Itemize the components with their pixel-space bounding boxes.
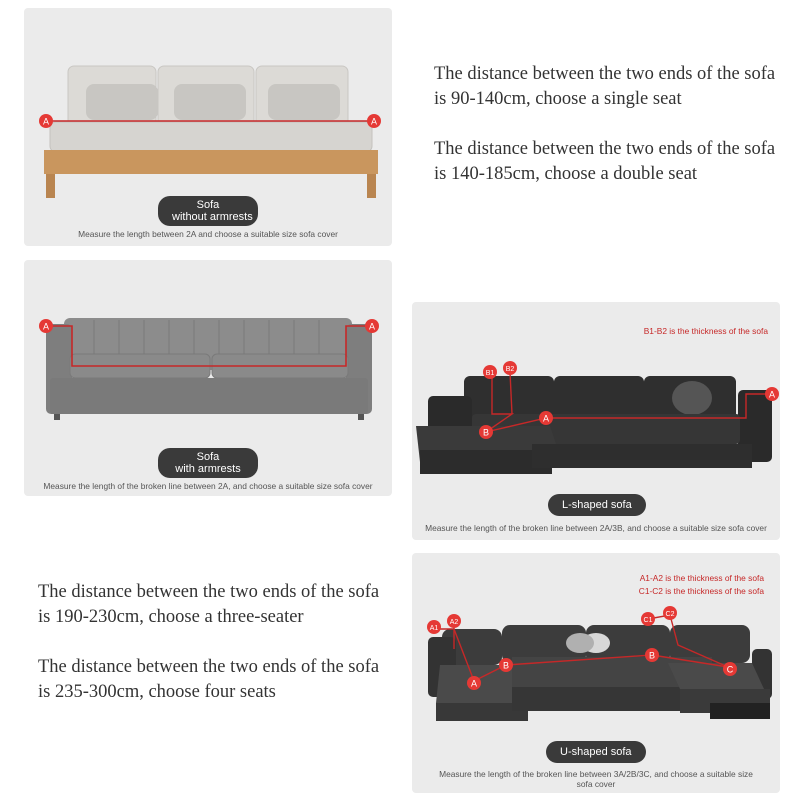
size-guide-text-top (434, 62, 779, 187)
thickness-note-a: A1-A2 is the thickness of the sofa (639, 573, 764, 583)
thickness-note-c: C1-C2 is the thickness of the sofa (638, 586, 764, 596)
panel-caption: Measure the length of the broken line between 2A, and choose a suitable size sofa cover (43, 481, 373, 491)
marker-a-right-label: A (768, 389, 776, 400)
pill-line-1: Sofa (196, 451, 220, 463)
marker-a-left-label: A (42, 116, 50, 127)
pill-line-2: with armrests (175, 463, 241, 475)
pill-line-2: without armrests (172, 211, 253, 223)
size-guide-text-bottom (38, 580, 383, 705)
marker-a-right-label: A (368, 321, 376, 332)
marker-b-left-label: B (502, 660, 510, 671)
marker-b1-label: B1 (485, 370, 495, 377)
u-shaped-sofa-panel (412, 553, 780, 793)
sofa-type-pill: L-shaped sofa (548, 494, 646, 516)
l-shaped-sofa-panel (412, 302, 780, 540)
sofa-without-armrests-panel (24, 8, 392, 246)
marker-b-label: B (482, 427, 490, 438)
marker-a1-label: A1 (429, 625, 439, 632)
marker-b2-label: B2 (505, 366, 515, 373)
marker-c2-label: C2 (665, 611, 675, 618)
marker-a-label: A (470, 678, 478, 689)
marker-a-right-label: A (370, 116, 378, 127)
thickness-note: B1-B2 is the thickness of the sofa (643, 326, 768, 336)
three-seater-text: The distance between the two ends of the sofa is 190-230cm, choose a three-seater (38, 582, 380, 627)
single-seat-text: The distance between the two ends of the sofa is 90-140cm, choose a single seat (434, 64, 776, 109)
marker-c1-label: C1 (643, 617, 653, 624)
sofa-type-pill (158, 196, 258, 226)
marker-a-left-label: A (42, 321, 50, 332)
sofa-type-pill (158, 448, 258, 478)
sofa-with-armrests-panel (24, 260, 392, 496)
four-seats-text: The distance between the two ends of the sofa is 235-300cm, choose four seats (38, 657, 380, 702)
sofa-type-pill: U-shaped sofa (546, 741, 646, 763)
panel-caption-line-2: sofa cover (576, 779, 616, 789)
panel-caption: Measure the length of the broken line between 2A/3B, and choose a suitable size sofa cover (425, 523, 767, 533)
marker-c-label: C (726, 664, 734, 675)
panel-caption-line-1: Measure the length of the broken line between 3A/2B/3C, and choose a suitable size (439, 769, 753, 779)
marker-a2-label: A2 (449, 619, 459, 626)
marker-b-right-label: B (648, 650, 656, 661)
double-seat-text: The distance between the two ends of the sofa is 140-185cm, choose a double seat (434, 139, 776, 184)
marker-a-left-label: A (542, 413, 550, 424)
panel-caption: Measure the length between 2A and choose a suitable size sofa cover (78, 229, 338, 239)
pill-line-1: Sofa (196, 199, 220, 211)
